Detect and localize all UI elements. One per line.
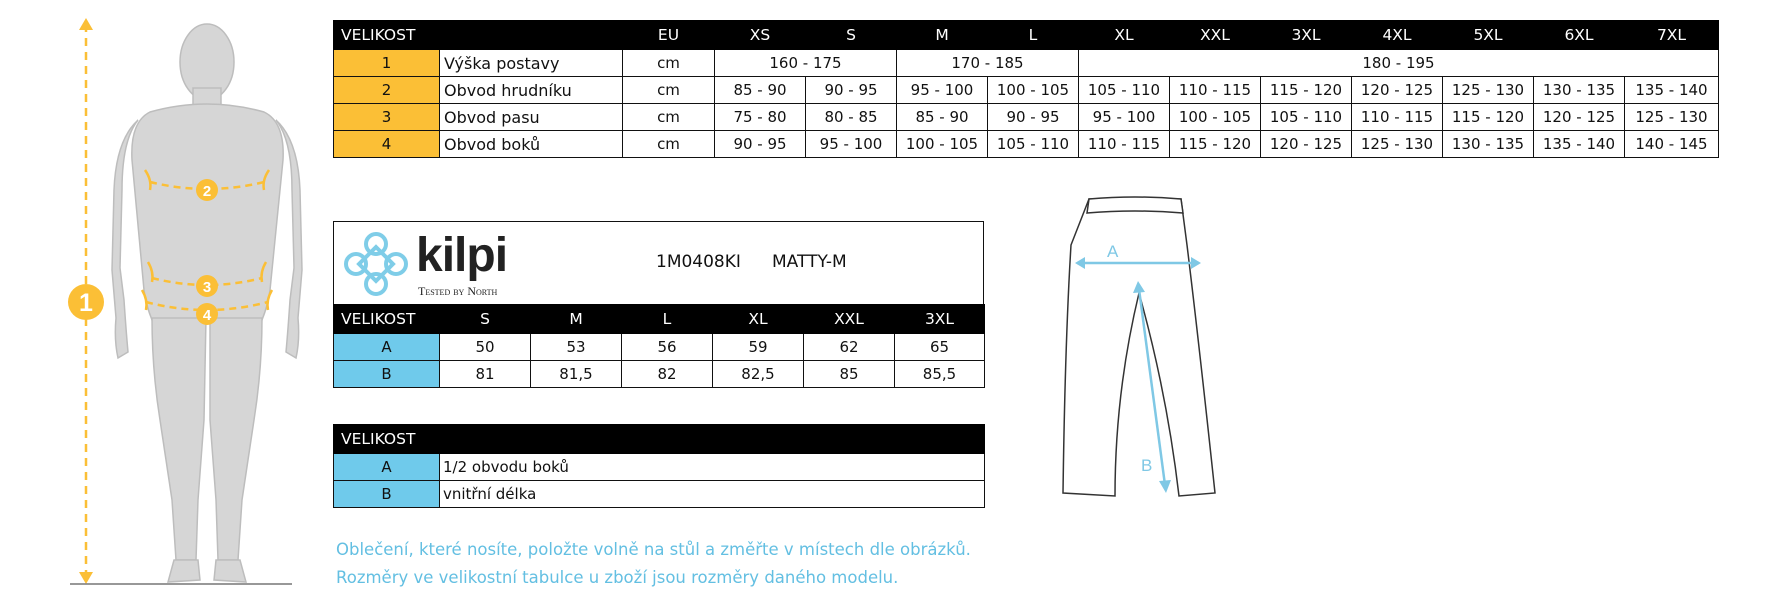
table-cell: 105 - 110 [1079, 77, 1170, 104]
table-cell: 85,5 [895, 361, 985, 388]
table-cell: 125 - 130 [1443, 77, 1534, 104]
table-cell: 85 [804, 361, 895, 388]
header-size: XS [715, 21, 806, 50]
table-cell: 90 - 95 [715, 131, 806, 158]
table-cell: 75 - 80 [715, 104, 806, 131]
row-description: 1/2 obvodu boků [440, 454, 985, 481]
row-label: A [334, 454, 440, 481]
row-number: 2 [334, 77, 440, 104]
table-cell: 95 - 100 [806, 131, 897, 158]
table-row [334, 361, 985, 388]
header-size: 3XL [895, 305, 985, 334]
header-size: 7XL [1625, 21, 1719, 50]
marker-3-label: 3 [202, 279, 212, 296]
product-size-table [333, 304, 985, 388]
table-cell: 53 [531, 334, 622, 361]
table-cell: 81 [440, 361, 531, 388]
row-label: B [334, 361, 440, 388]
row-unit: cm [623, 50, 715, 77]
header-size: S [440, 305, 531, 334]
product-code: 1M0408KI [656, 252, 741, 272]
row-label: Obvod boků [440, 131, 623, 158]
table-cell: 50 [440, 334, 531, 361]
table-row [334, 481, 985, 508]
table-row [334, 131, 1719, 158]
table-cell: 95 - 100 [897, 77, 988, 104]
header-size: M [531, 305, 622, 334]
table-cell: 100 - 105 [897, 131, 988, 158]
table-cell: 80 - 85 [806, 104, 897, 131]
row-label: B [334, 481, 440, 508]
table-cell: 100 - 105 [1170, 104, 1261, 131]
legend-table [333, 424, 985, 508]
table-cell: 130 - 135 [1534, 77, 1625, 104]
table-row [334, 334, 985, 361]
marker-2-label: 2 [202, 183, 212, 200]
table-cell: 85 - 90 [715, 77, 806, 104]
model-note: Rozměry ve velikostní tabulce u zboží jsou rozměry daného modelu. [336, 568, 899, 587]
header-size: XXL [1170, 21, 1261, 50]
header-size: 4XL [1352, 21, 1443, 50]
table-cell: 56 [622, 334, 713, 361]
legend-header [334, 425, 985, 454]
height-range: 170 - 185 [897, 50, 1079, 77]
table-cell: 120 - 125 [1352, 77, 1443, 104]
figure-right-leg [210, 318, 262, 560]
table-row [334, 454, 985, 481]
body-measurement-figure [55, 8, 310, 590]
table-cell: 81,5 [531, 361, 622, 388]
table-cell: 115 - 120 [1170, 131, 1261, 158]
table-cell: 125 - 130 [1352, 131, 1443, 158]
table-row [334, 50, 1719, 77]
table-cell: 65 [895, 334, 985, 361]
pants-diagram [1055, 193, 1230, 500]
table-cell: 95 - 100 [1079, 104, 1170, 131]
header-size: 5XL [1443, 21, 1534, 50]
product-box [333, 221, 984, 304]
table-cell: 125 - 130 [1625, 104, 1719, 131]
product-name: MATTY-M [772, 252, 847, 272]
table-cell: 90 - 95 [988, 104, 1079, 131]
table-cell: 115 - 120 [1261, 77, 1352, 104]
table-cell: 82,5 [713, 361, 804, 388]
table-cell: 105 - 110 [1261, 104, 1352, 131]
header-eu: EU [623, 21, 715, 50]
header-velikost: VELIKOST [334, 305, 440, 334]
table-cell: 135 - 140 [1625, 77, 1719, 104]
height-range: 180 - 195 [1079, 50, 1719, 77]
header-size: 3XL [1261, 21, 1352, 50]
height-range: 160 - 175 [715, 50, 897, 77]
row-label: Obvod pasu [440, 104, 623, 131]
header-size: L [622, 305, 713, 334]
row-number: 3 [334, 104, 440, 131]
kilpi-knot-logo-icon [340, 228, 412, 300]
table-cell: 82 [622, 361, 713, 388]
pants-label-b: B [1141, 456, 1153, 475]
marker-1-label: 1 [79, 289, 93, 317]
header-size: L [988, 21, 1079, 50]
header-size: 6XL [1534, 21, 1625, 50]
header-velikost: VELIKOST [334, 425, 985, 454]
pants-outline [1063, 199, 1215, 496]
marker-4-label: 4 [202, 307, 212, 324]
row-unit: cm [623, 131, 715, 158]
table-cell: 59 [713, 334, 804, 361]
main-size-table [333, 20, 1719, 158]
row-description: vnitřní délka [440, 481, 985, 508]
table-cell: 120 - 125 [1261, 131, 1352, 158]
row-unit: cm [623, 104, 715, 131]
row-unit: cm [623, 77, 715, 104]
header-size: XL [713, 305, 804, 334]
row-label: Výška postavy [440, 50, 623, 77]
table-cell: 110 - 115 [1352, 104, 1443, 131]
table-row [334, 77, 1719, 104]
figure-left-leg [152, 318, 206, 560]
product-table-header [334, 305, 985, 334]
pants-label-a: A [1107, 242, 1119, 261]
header-size: M [897, 21, 988, 50]
table-cell: 120 - 125 [1534, 104, 1625, 131]
table-cell: 85 - 90 [897, 104, 988, 131]
table-cell: 90 - 95 [806, 77, 897, 104]
brand-logo: kilpi [416, 229, 508, 282]
table-cell: 110 - 115 [1170, 77, 1261, 104]
header-velikost: VELIKOST [334, 21, 623, 50]
instruction-note: Oblečení, které nosíte, položte volně na stůl a změřte v místech dle obrázků. [336, 540, 971, 559]
table-cell: 140 - 145 [1625, 131, 1719, 158]
row-number: 1 [334, 50, 440, 77]
brand-tagline: Tested by North [418, 284, 498, 298]
table-cell: 115 - 120 [1443, 104, 1534, 131]
row-number: 4 [334, 131, 440, 158]
table-cell: 105 - 110 [988, 131, 1079, 158]
main-table-header [334, 21, 1719, 50]
header-size: XXL [804, 305, 895, 334]
table-cell: 62 [804, 334, 895, 361]
header-size: S [806, 21, 897, 50]
row-label: A [334, 334, 440, 361]
table-cell: 100 - 105 [988, 77, 1079, 104]
table-row [334, 104, 1719, 131]
table-cell: 130 - 135 [1443, 131, 1534, 158]
header-size: XL [1079, 21, 1170, 50]
table-cell: 110 - 115 [1079, 131, 1170, 158]
table-cell: 135 - 140 [1534, 131, 1625, 158]
row-label: Obvod hrudníku [440, 77, 623, 104]
